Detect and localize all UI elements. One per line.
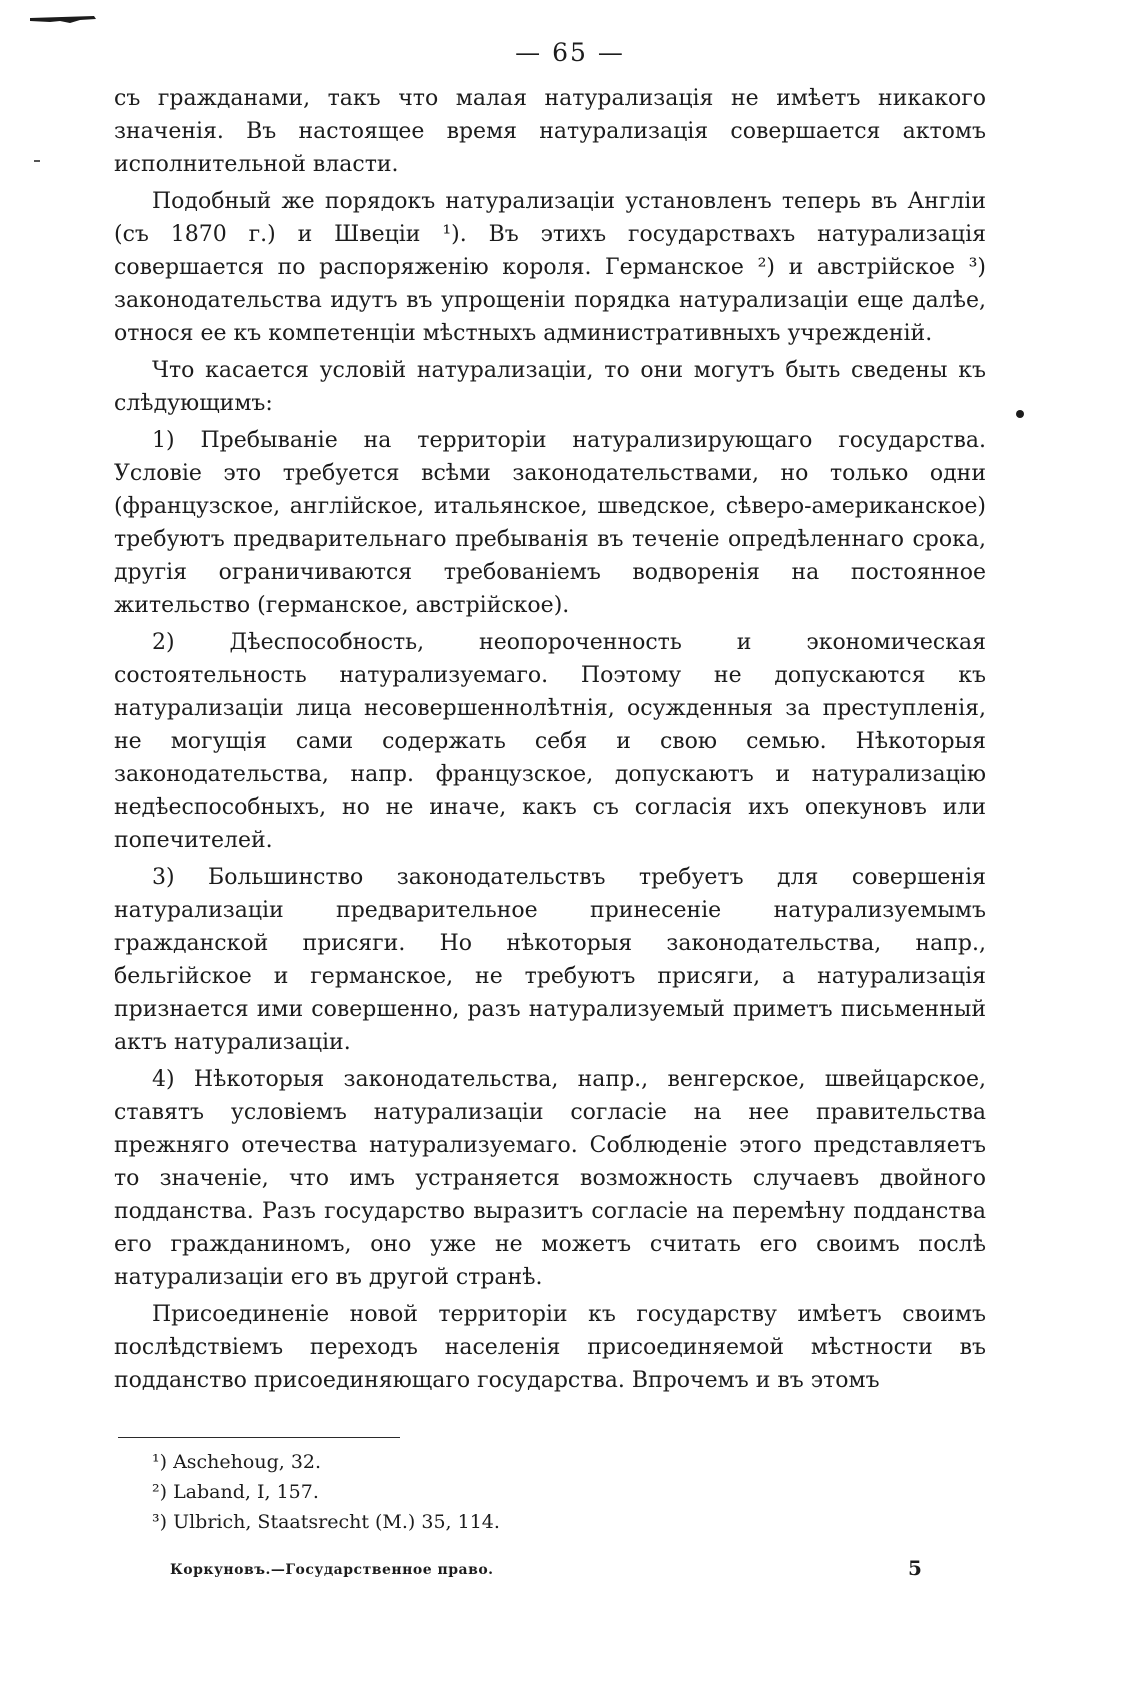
paragraph: съ гражданами, такъ что малая натурализація не имѣетъ никакого значенія. Въ настоящее время натурализація совершается актомъ исполнительной власти.: [114, 86, 986, 177]
paragraph: 1) Пребываніе на территоріи натурализирующаго государства. Условіе это требуется всѣми законодательствами, но только одни (французское, англійское, итальянское, шведское, сѣверо-американское) требуютъ предварительнаго пребыванія въ теченіе опредѣленнаго срока, другія ограничиваются требованіемъ водворенія на постоянное жительство (германское, австрійское).: [114, 428, 986, 618]
footnote: ²) Laband, I, 157.: [152, 1481, 319, 1503]
paragraph: 2) Дѣеспособность, неопороченность и экономическая состоятельность натурализуемаго. Поэтому не допускаются къ натурализаціи лица несовершеннолѣтнія, осужденныя за преступленія, не могущія сами содержать себя и свою семью. Нѣкоторыя законодательства, напр. французское, допускаютъ и натурализацію недѣеспособныхъ, но не иначе, какъ съ согласія ихъ опекуновъ или попечителей.: [114, 630, 986, 853]
paragraph: 4) Нѣкоторыя законодательства, напр., венгерское, швейцарское, ставятъ условіемъ натурализаціи согласіе на нее правительства прежняго отечества натурализуемаго. Соблюденіе этого представляетъ то значеніе, что имъ устраняется возможность случаевъ двойного подданства. Разъ государство выразитъ согласіе на перемѣну подданства его гражданиномъ, оно уже не можетъ считать его своимъ послѣ натурализаціи его въ другой странѣ.: [114, 1067, 986, 1290]
running-title: Коркуновъ.—Государственное право.: [170, 1562, 494, 1578]
footnote: ³) Ulbrich, Staatsrecht (M.) 35, 114.: [152, 1511, 500, 1533]
paragraph: 3) Большинство законодательствъ требуетъ для совершенія натурализаціи предварительное принесеніе натурализуемымъ гражданской присяги. Но нѣкоторыя законодательства, напр., бельгійское и германское, не требуютъ присяги, а натурализація признается ими совершенно, разъ натурализуемый приметъ письменный актъ натурализаціи.: [114, 865, 986, 1055]
signature-mark: 5: [908, 1556, 922, 1580]
footnote: ¹) Aschehoug, 32.: [152, 1451, 322, 1473]
footnote-divider: [118, 1437, 400, 1438]
paragraph: Присоединеніе новой территоріи къ государству имѣетъ своимъ послѣдствіемъ переходъ населенія присоединяемой мѣстности въ подданство присоединяющаго государства. Впрочемъ и въ этомъ: [114, 1302, 986, 1393]
paragraph: Подобный же порядокъ натурализаціи установленъ теперь въ Англіи (съ 1870 г.) и Швеціи ¹). Въ этихъ государствахъ натурализація совершается по распоряженію короля. Германское ²) и австрійское ³) законодательства идутъ въ упрощеніи порядка натурализаціи еще далѣе, относя ее къ компетенціи мѣстныхъ административныхъ учрежденій.: [114, 189, 986, 346]
margin-dot: [1016, 410, 1024, 418]
paragraph: Что касается условій натурализаціи, то они могутъ быть сведены къ слѣдующимъ:: [114, 358, 986, 416]
margin-tick: [34, 160, 40, 162]
main-text: [114, 82, 986, 1401]
page-number: — 65 —: [515, 38, 625, 67]
scan-mark-icon: [30, 14, 100, 26]
footnotes: [152, 1447, 972, 1537]
